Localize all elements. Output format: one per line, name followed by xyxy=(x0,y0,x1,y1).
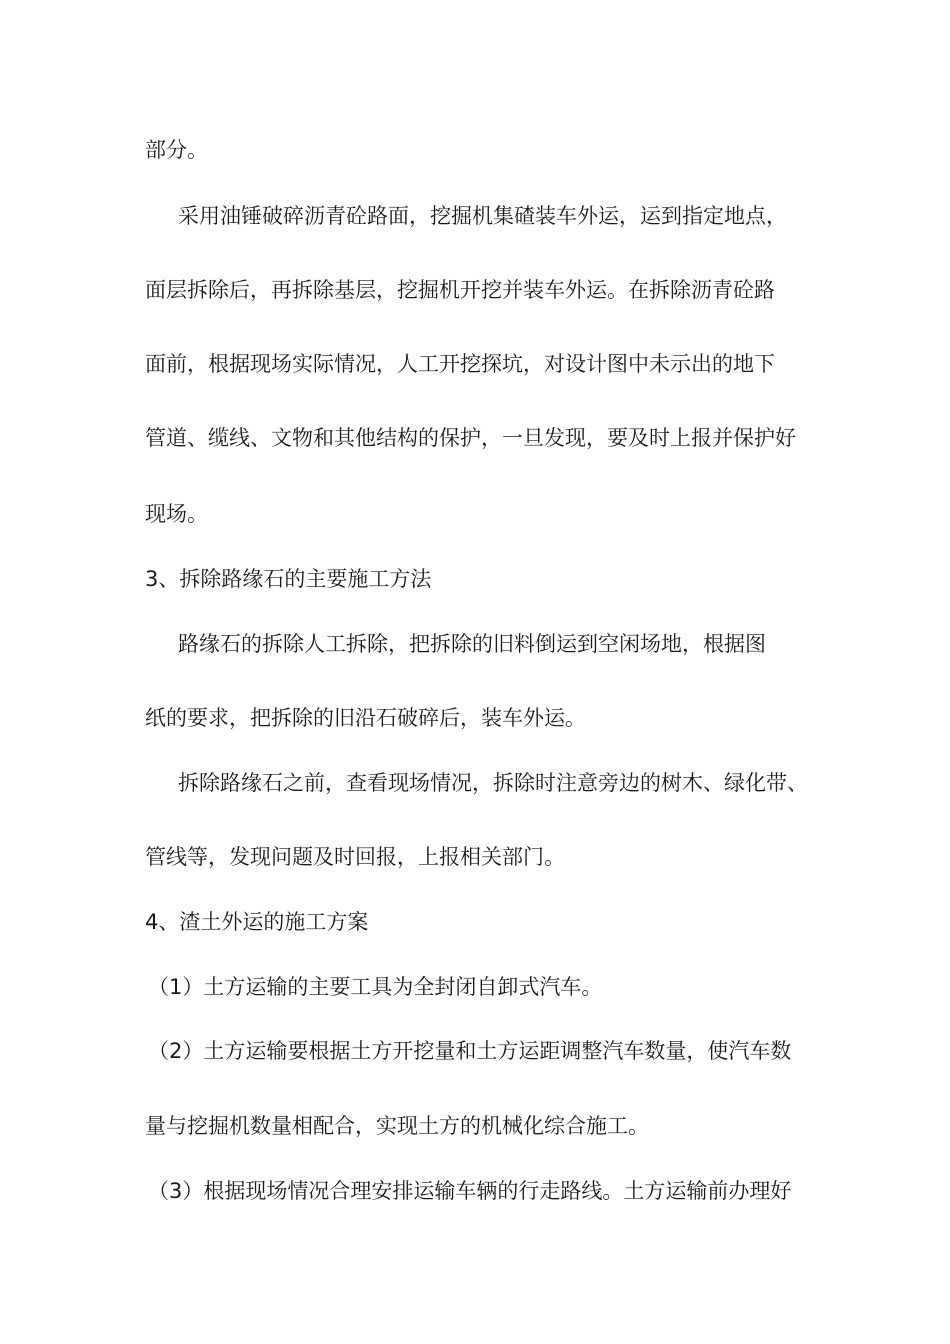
list-item-3: （3）根据现场情况合理安排运输车辆的行走路线。土方运输前办理好 xyxy=(148,1179,792,1203)
text-line-9: 纸的要求，把拆除的旧沿石破碎后，装车外运。 xyxy=(145,706,586,730)
list-item-2: （2）土方运输要根据土方开挖量和土方运距调整汽车数量，使汽车数 xyxy=(148,1039,792,1063)
text-line-5: 管道、缆线、文物和其他结构的保护，一旦发现，要及时上报并保护好 xyxy=(145,426,796,450)
text-line-10: 拆除路缘石之前，查看现场情况，拆除时注意旁边的树木、绿化带、 xyxy=(178,771,808,795)
section-heading-4: 4、渣土外运的施工方案 xyxy=(145,910,369,934)
section-heading-3: 3、拆除路缘石的主要施工方法 xyxy=(145,567,432,591)
text-line-2: 采用油锤破碎沥青砼路面，挖掘机集碴装车外运，运到指定地点， xyxy=(178,204,787,228)
text-line-4: 面前，根据现场实际情况，人工开挖探坑，对设计图中未示出的地下 xyxy=(145,352,775,376)
text-line-8: 路缘石的拆除人工拆除，把拆除的旧料倒运到空闲场地，根据图 xyxy=(178,632,766,656)
list-item-1: （1）土方运输的主要工具为全封闭自卸式汽车。 xyxy=(148,975,603,999)
text-line-6: 现场。 xyxy=(145,502,208,526)
text-line-3: 面层拆除后，再拆除基层，挖掘机开挖并装车外运。在拆除沥青砼路 xyxy=(145,278,775,302)
text-line-15: 量与挖掘机数量相配合，实现土方的机械化综合施工。 xyxy=(145,1114,649,1138)
text-line-1: 部分。 xyxy=(145,138,208,162)
text-line-11: 管线等，发现问题及时回报，上报相关部门。 xyxy=(145,845,565,869)
